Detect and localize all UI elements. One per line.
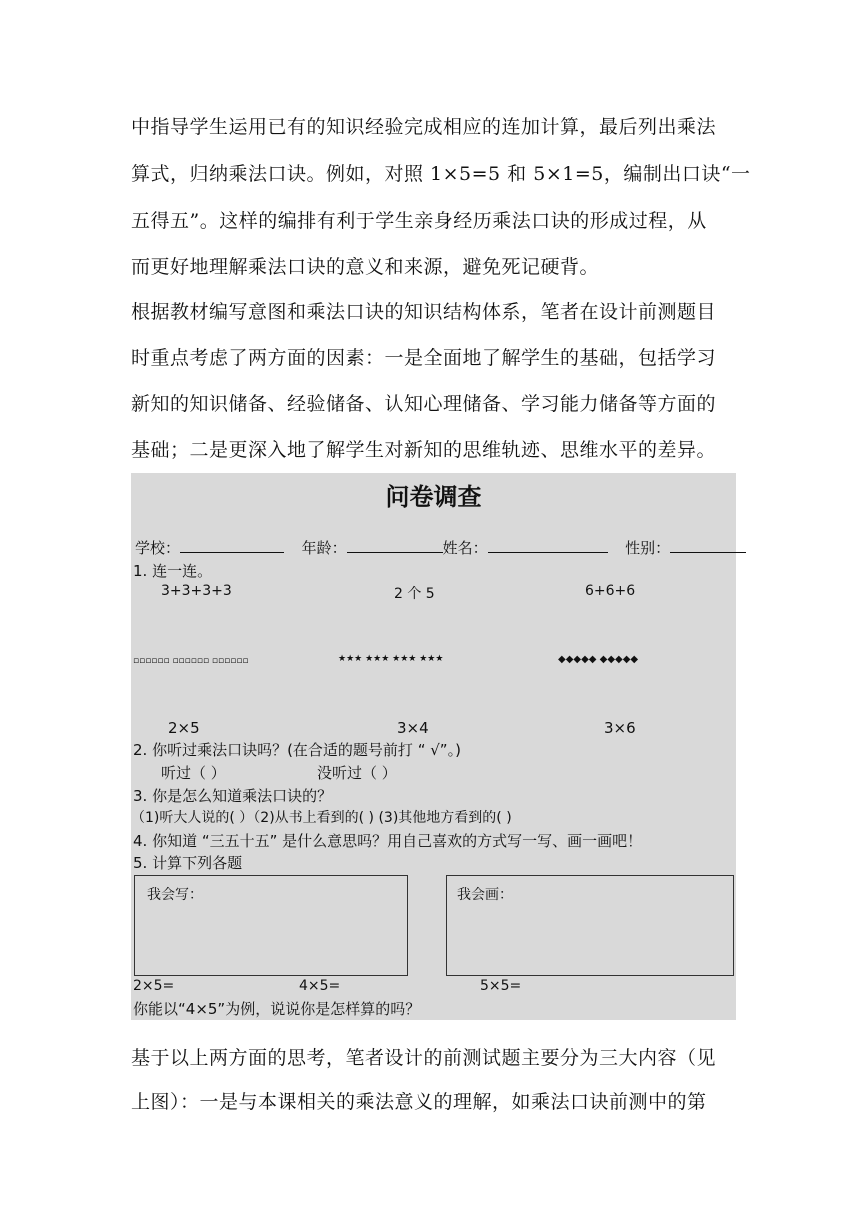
diamonds-group: ◆◆◆◆◆ ◆◆◆◆◆ (558, 654, 639, 665)
write-box (134, 875, 408, 976)
intro-line: 时重点考虑了两方面的因素：一是全面地了解学生的基础，包括学习 (131, 347, 717, 369)
q1-expr: 2 个 5 (394, 586, 435, 602)
q4-label: 4. 你知道 “三五十五” 是什么意思吗？用自己喜欢的方式写一写、画一画吧！ (133, 832, 643, 850)
intro-line: 算式，归纳乘法口诀。例如，对照 1×5=5 和 5×1=5，编制出口诀“一 (131, 163, 751, 185)
write-box-label: 我会写： (147, 887, 203, 903)
calc-item: 4×5= (299, 978, 341, 994)
age-blank (347, 538, 443, 553)
q1-expr: 3+3+3+3 (161, 583, 232, 599)
q5-ask: 你能以“4×5”为例，说说你是怎样算的吗？ (133, 1000, 421, 1018)
q2-label: 2. 你听过乘法口诀吗？(在合适的题号前打 “ √”。) (133, 741, 461, 759)
school-label: 学校： (135, 539, 181, 557)
intro-line: 五得五”。这样的编排有利于学生亲身经历乘法口诀的形成过程，从 (131, 210, 707, 232)
intro-line: 新知的知识储备、经验储备、认知心理储备、学习能力储备等方面的 (131, 393, 717, 415)
survey-figure (131, 473, 736, 1020)
q1-product: 2×5 (168, 719, 200, 737)
name-blank (488, 538, 608, 553)
calc-item: 5×5= (480, 978, 522, 994)
name-label: 姓名： (442, 539, 488, 557)
outro-line: 上图）：一是与本课相关的乘法意义的理解，如乘法口诀前测中的第 (131, 1091, 707, 1113)
draw-box-label: 我会画： (457, 887, 513, 903)
calc-item: 2×5= (133, 978, 175, 994)
q3-label: 3. 你是怎么知道乘法口诀的？ (133, 787, 333, 805)
intro-line: 根据教材编写意图和乘法口诀的知识结构体系，笔者在设计前测题目 (131, 301, 717, 323)
intro-line: 而更好地理解乘法口诀的意义和来源，避免死记硬背。 (131, 256, 600, 278)
school-blank (180, 538, 284, 553)
gender-blank (670, 538, 746, 553)
info-row (135, 537, 746, 558)
square-dots-group: ▫▫▫▫▫▫ ▫▫▫▫▫▫ ▫▫▫▫▫▫ (133, 656, 249, 666)
q2-option-heard: 听过（ ） (161, 764, 226, 782)
draw-box (446, 875, 734, 976)
q3-options: （1)听大人说的( ）（2)从书上看到的( ) (3)其他地方看到的( ) (131, 810, 512, 826)
intro-line: 基础；二是更深入地了解学生对新知的思维轨迹、思维水平的差异。 (131, 439, 717, 461)
gender-label: 性别： (625, 539, 671, 557)
q1-product: 3×4 (397, 719, 429, 737)
q1-expr: 6+6+6 (585, 583, 636, 599)
q2-option-not-heard: 没听过（ ） (317, 764, 397, 782)
outro-line: 基于以上两方面的思考，笔者设计的前测试题主要分为三大内容（见 (131, 1047, 717, 1069)
q1-product: 3×6 (604, 719, 636, 737)
q5-label: 5. 计算下列各题 (133, 854, 243, 872)
age-label: 年龄： (301, 539, 347, 557)
survey-title: 问卷调查 (385, 483, 482, 511)
stars-group: ★★★ ★★★ ★★★ ★★★ (338, 654, 444, 664)
intro-line: 中指导学生运用已有的知识经验完成相应的连加计算，最后列出乘法 (131, 116, 717, 138)
q1-label: 1. 连一连。 (133, 562, 213, 580)
